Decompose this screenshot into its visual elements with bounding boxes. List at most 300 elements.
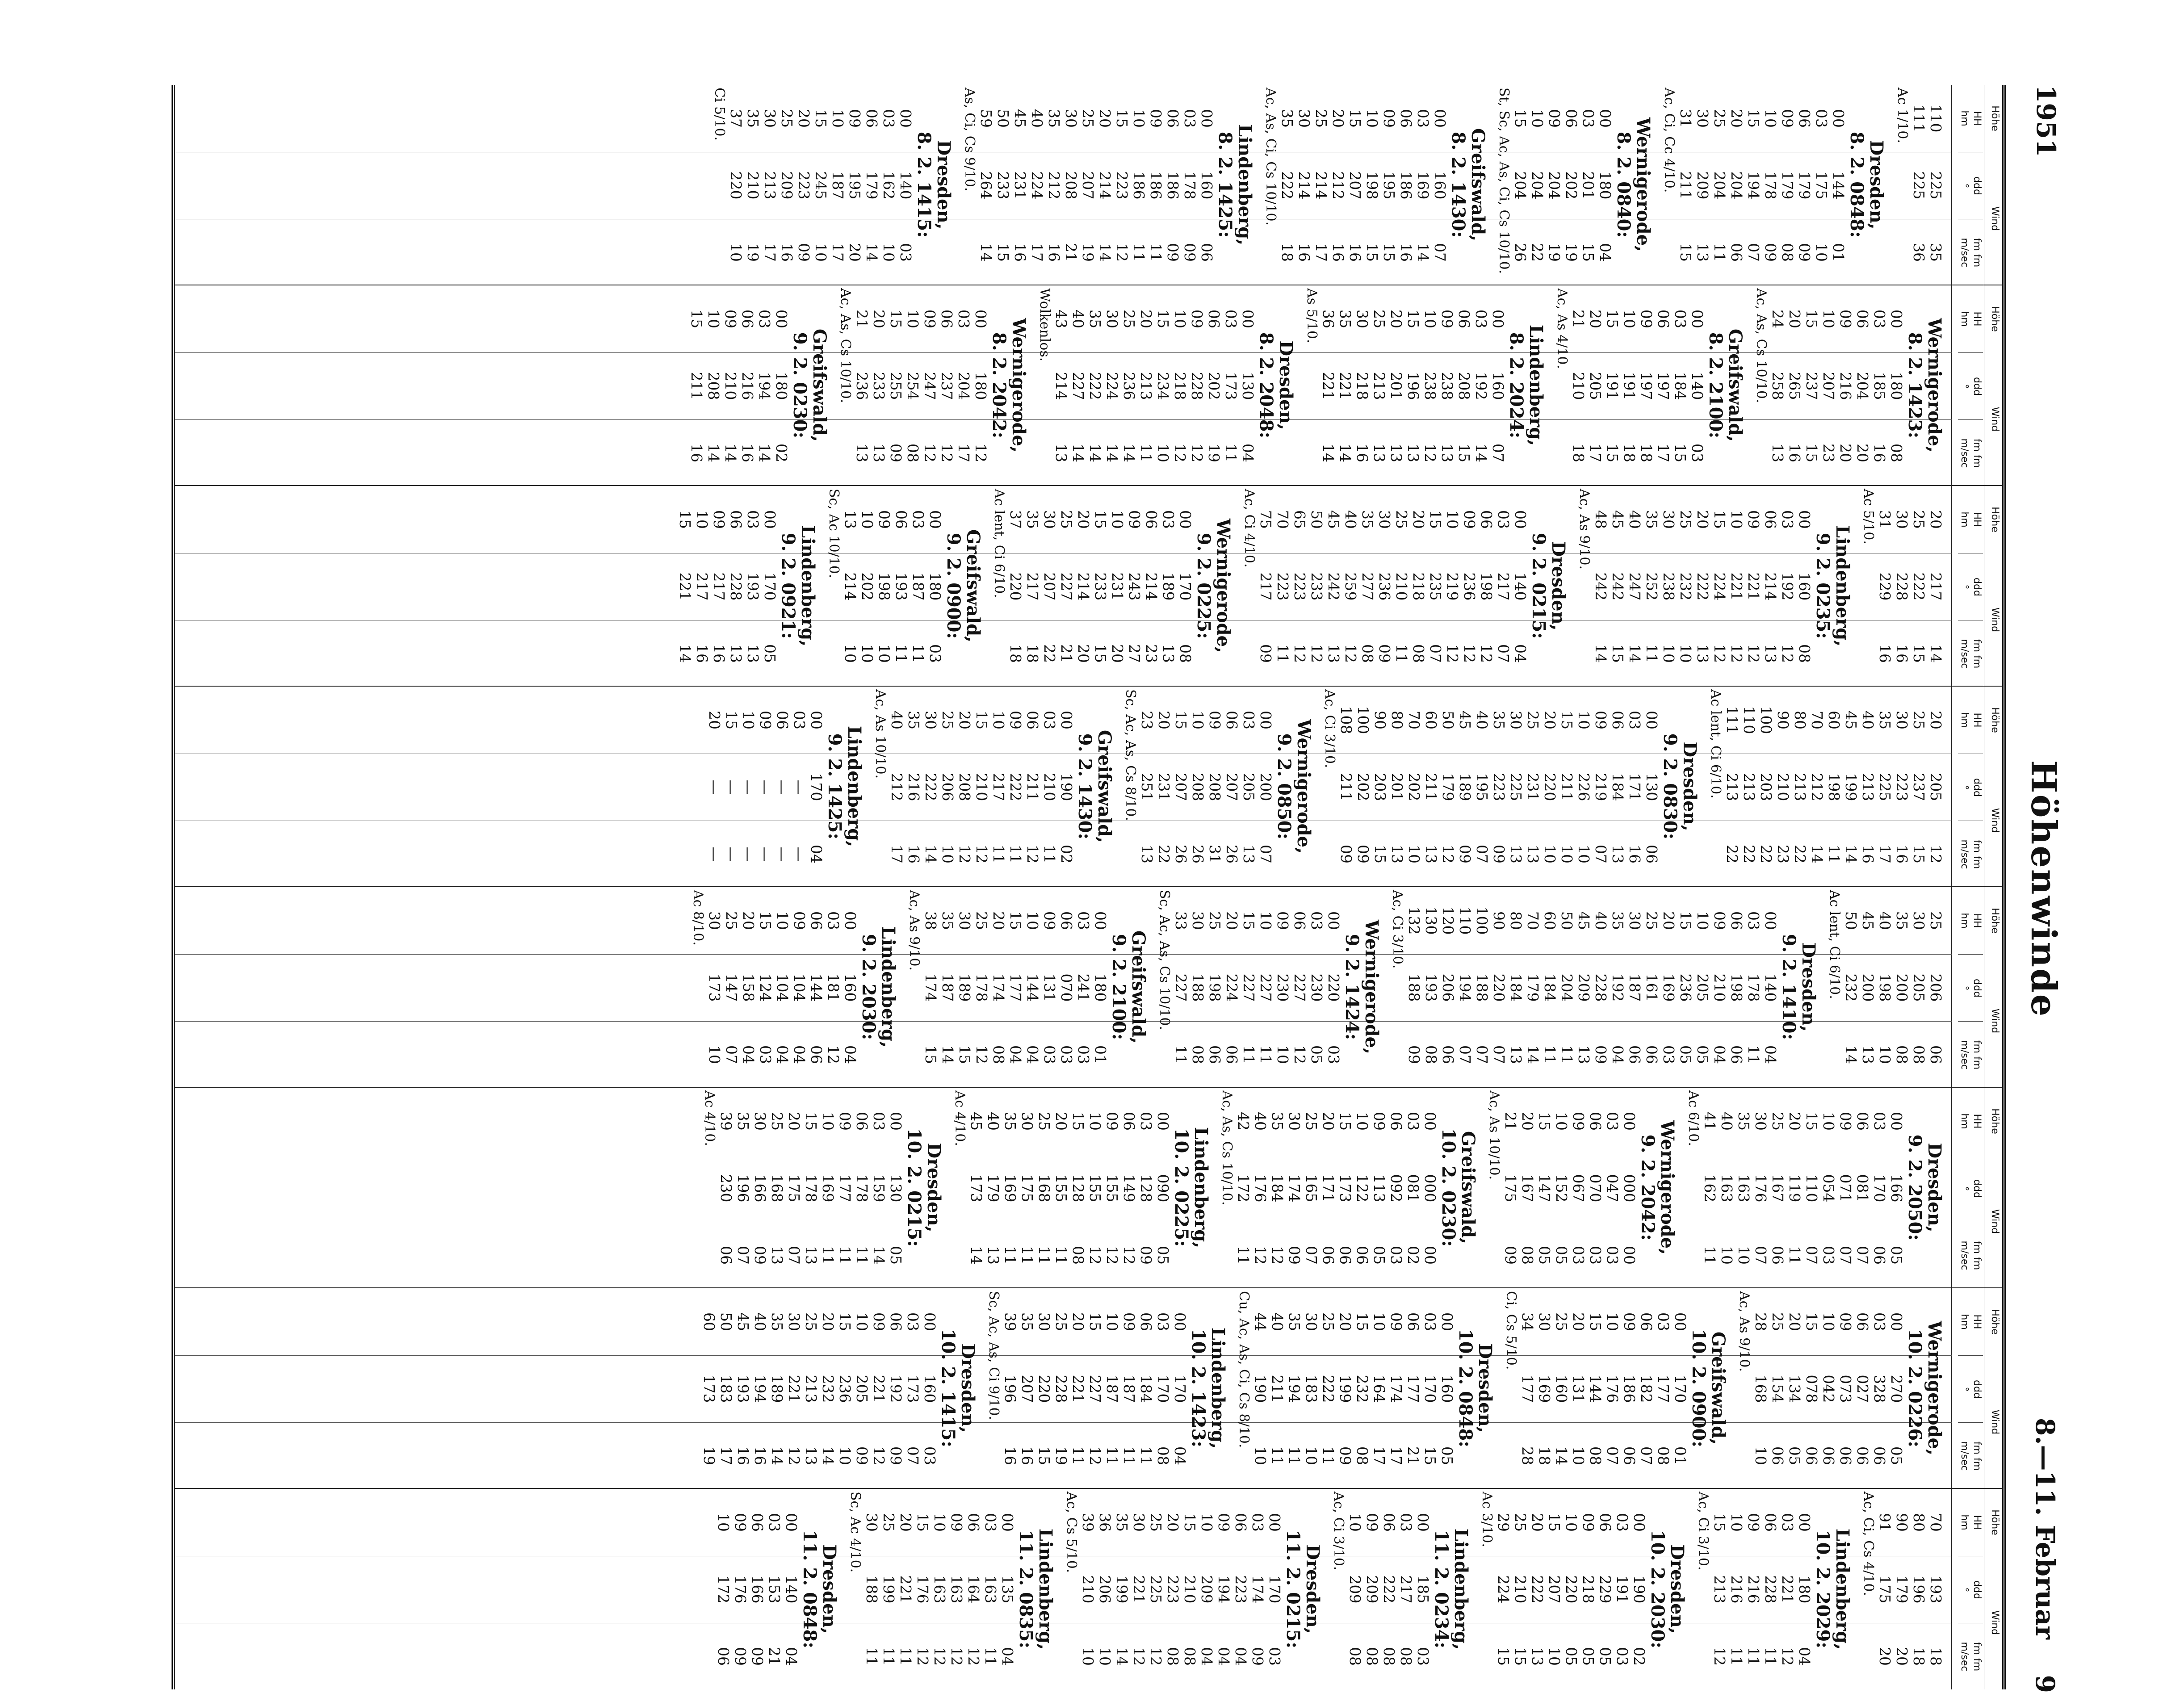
direction-value: 140 [1689, 372, 1706, 400]
header-hoehe: Höhe [1989, 105, 2000, 131]
speed-value: 13 [1769, 444, 1786, 462]
height-value: 06 [1854, 1112, 1871, 1131]
table-row [1198, 85, 1215, 285]
height-value: 06 [1854, 1312, 1871, 1331]
direction-value: 128 [1069, 1174, 1087, 1203]
direction-value: 220 [1541, 773, 1559, 801]
speed-value: 04 [1171, 1446, 1189, 1465]
height-value: 70 [1405, 711, 1423, 729]
table-row [1672, 285, 1689, 485]
table-row [1546, 85, 1563, 285]
ascent-block [1685, 1088, 1944, 1287]
speed-value: 10 [876, 644, 893, 663]
speed-value: 05 [1438, 1446, 1456, 1465]
table-row [893, 486, 910, 686]
direction-value: 161 [1643, 973, 1660, 1002]
height-value: 03 [1240, 711, 1258, 729]
height-value: 00 [1672, 1312, 1689, 1331]
table-row [905, 687, 922, 886]
height-value: 60 [700, 1312, 718, 1331]
header-wind: Wind [1989, 1610, 2000, 1635]
direction-value: 168 [1752, 1375, 1769, 1403]
table-row [853, 285, 870, 485]
height-value: 10 [1728, 510, 1745, 529]
header-hh [1958, 1489, 1983, 1556]
speed-value: 10 [706, 1045, 723, 1064]
direction-value: 217 [990, 773, 1007, 801]
speed-value: 04 [1796, 1647, 1813, 1666]
speed-value: 14 [705, 444, 722, 462]
height-value: 20 [1660, 911, 1677, 930]
height-value: 35 [1490, 711, 1508, 729]
direction-value: 130 [1239, 372, 1257, 400]
station-title: Dresden, 10. 2. 1415: [938, 1328, 978, 1448]
ascent-block [985, 1288, 1228, 1488]
table-row [948, 1489, 965, 1689]
table-row [1137, 1088, 1154, 1287]
height-value: 09 [791, 911, 808, 930]
table-row [1274, 486, 1291, 686]
station-title: Dresden, 9. 2. 1410: [1778, 934, 1819, 1040]
height-value: 15 [1181, 1513, 1199, 1532]
speed-value: 03 [1689, 444, 1706, 462]
document-page [0, 85, 2064, 1693]
height-value: 00 [842, 911, 859, 930]
table-row [1769, 1288, 1786, 1488]
height-value: 10 [829, 109, 847, 128]
direction-value: 160 [1553, 1375, 1570, 1403]
direction-value: — [791, 779, 808, 795]
height-value: 25 [1769, 1312, 1786, 1331]
header-ms-label: m/sec [1959, 1040, 1970, 1070]
direction-value: 251 [1138, 773, 1156, 801]
height-value: 00 [1257, 711, 1274, 729]
header-ms-label: m/sec [1959, 1240, 1970, 1270]
height-value: 00 [1266, 1513, 1283, 1532]
height-value: 25 [1035, 1112, 1053, 1131]
speed-value: 09 [1249, 1647, 1266, 1666]
speed-value: 12 [1421, 444, 1439, 462]
height-value: 80 [1910, 1513, 1928, 1532]
height-value: 31 [1876, 510, 1894, 529]
direction-value: 235 [1427, 572, 1444, 601]
height-value: 15 [1007, 911, 1024, 930]
table-row [880, 85, 897, 285]
speed-value: 14 [1553, 1446, 1570, 1465]
height-value: 09 [1274, 911, 1291, 930]
year-label: 1951 [2031, 85, 2061, 157]
speed-value: 14 [863, 243, 880, 262]
speed-value: 27 [1126, 644, 1143, 663]
table-row [1786, 1088, 1803, 1287]
direction-value: 092 [1388, 1174, 1405, 1203]
table-row [1388, 687, 1405, 886]
direction-value: 221 [1728, 572, 1745, 601]
height-value: 20 [785, 1112, 803, 1131]
height-value: 42 [1235, 1112, 1252, 1131]
direction-value: 180 [926, 572, 944, 601]
direction-value: 200 [1257, 773, 1274, 801]
height-value: 03 [1495, 510, 1512, 529]
direction-value: 178 [1745, 973, 1762, 1002]
speed-value: 10 [859, 644, 876, 663]
direction-value: 175 [1019, 1174, 1036, 1203]
direction-value: 199 [1842, 773, 1860, 801]
speed-value: 03 [1587, 1246, 1604, 1265]
direction-value: 221 [1779, 1575, 1796, 1604]
station-title: Lindenberg, 10. 2. 1423: [1188, 1327, 1228, 1449]
height-value: 03 [756, 310, 773, 328]
table-row [829, 85, 846, 285]
height-value: 00 [1830, 109, 1847, 128]
speed-value: 20 [1109, 644, 1126, 663]
direction-value: 176 [914, 1575, 931, 1604]
height-value: 100 [1473, 906, 1491, 935]
table-row [1137, 285, 1154, 485]
height-value: 40 [1269, 1312, 1286, 1331]
table-row [1096, 85, 1113, 285]
cloud-note: Ac, As 10/10. [1486, 1090, 1502, 1180]
table-row [914, 1489, 931, 1689]
table-row [876, 486, 893, 686]
direction-value: 212 [1808, 773, 1826, 801]
column-body [175, 486, 1944, 686]
height-value: 15 [1404, 310, 1422, 328]
height-value: 25 [1320, 1312, 1337, 1331]
header-ddd [1958, 352, 1983, 420]
direction-value: 222 [1910, 572, 1928, 601]
speed-value: 11 [1701, 1246, 1719, 1265]
speed-value: 14 [1808, 845, 1826, 863]
height-value: 09 [1711, 911, 1728, 930]
height-value: 50 [1842, 911, 1860, 930]
speed-value: 22 [1791, 845, 1809, 863]
height-value: 60 [1422, 711, 1440, 729]
direction-value: 172 [1235, 1174, 1252, 1203]
table-row [836, 1088, 853, 1287]
table-row [1546, 1489, 1563, 1689]
height-value: 15 [1558, 711, 1576, 729]
direction-value: 169 [1002, 1174, 1019, 1203]
direction-value: 236 [1120, 372, 1138, 400]
height-value: 00 [773, 310, 790, 328]
height-value: 00 [761, 510, 779, 529]
ascent-block [1304, 285, 1546, 485]
height-value: 03 [1154, 1312, 1172, 1331]
height-value: 06 [1762, 510, 1779, 529]
height-value: 130 [1422, 906, 1440, 935]
direction-value: 227 [1172, 973, 1190, 1002]
header-wind: Wind [1989, 1008, 2000, 1034]
table-row [1910, 486, 1927, 686]
table-row [870, 1288, 887, 1488]
speed-value: 04 [1762, 1045, 1779, 1064]
speed-value: 13 [1529, 1647, 1546, 1666]
height-value: 40 [1342, 510, 1359, 529]
speed-value: 16 [1626, 845, 1643, 863]
height-value: 15 [1711, 1513, 1728, 1532]
table-row [1643, 887, 1660, 1087]
height-value: 59 [977, 109, 995, 128]
speed-value: 11 [863, 1647, 880, 1666]
direction-value: 207 [1820, 372, 1837, 400]
table-row [1189, 687, 1206, 886]
station-title: Dresden, 10. 2. 0848: [1455, 1328, 1496, 1448]
speed-value: 08 [1069, 1246, 1087, 1265]
direction-value: 228 [1893, 572, 1911, 601]
height-value: 10 [693, 510, 711, 529]
table-row [1854, 1088, 1871, 1287]
direction-value: 192 [887, 1375, 905, 1403]
speed-value: 12 [1269, 1246, 1286, 1265]
speed-value: 14 [1069, 444, 1087, 462]
direction-value: 194 [1745, 171, 1762, 200]
height-value: 03 [1249, 1513, 1266, 1532]
station-title: Dresden, 10. 2. 2030: [1647, 1530, 1688, 1649]
table-row [1888, 285, 1905, 485]
table-row [1842, 887, 1859, 1087]
height-value: 09 [1546, 109, 1563, 128]
speed-value: 04 [1609, 1045, 1626, 1064]
height-value: 25 [973, 911, 990, 930]
cloud-note: Ac, Ci 3/10. [1390, 890, 1405, 969]
speed-value: 03 [1058, 1045, 1075, 1064]
direction-value: 205 [1587, 372, 1604, 400]
header-deg-label: ° [1959, 1587, 1970, 1592]
table-row [897, 1489, 914, 1689]
height-value: 21 [1570, 310, 1587, 328]
table-row [1404, 1288, 1421, 1488]
table-row [1354, 687, 1371, 886]
direction-value: 202 [1405, 773, 1423, 801]
height-value: 06 [1388, 1112, 1405, 1131]
speed-value: 13 [1694, 243, 1711, 262]
speed-value: 14 [1626, 644, 1643, 663]
height-value: 10 [1762, 109, 1779, 128]
speed-value: 19 [1563, 243, 1580, 262]
height-value: 35 [1269, 1112, 1286, 1131]
height-value: 09 [846, 109, 864, 128]
table-row [1604, 285, 1621, 485]
station-title: Dresden, 10. 2. 0215: [904, 1128, 944, 1247]
header-wind: Wind [1989, 1209, 2000, 1234]
speed-value: 14 [676, 644, 694, 663]
direction-value: 198 [1825, 773, 1843, 801]
header-hoehe: Höhe [1989, 507, 2000, 532]
direction-value: 233 [994, 171, 1012, 200]
speed-value: 13 [853, 444, 871, 462]
height-value: 80 [1388, 711, 1406, 729]
direction-value: 193 [893, 572, 910, 601]
table-row [1529, 85, 1546, 285]
table-row [1103, 285, 1120, 485]
station-title: Lindenberg, 11. 2. 0234: [1431, 1528, 1471, 1650]
height-value: 03 [1075, 911, 1092, 930]
height-value: 03 [1604, 1112, 1621, 1131]
height-value: 15 [1803, 1112, 1820, 1131]
table-row [1871, 1088, 1888, 1287]
height-value: 15 [1172, 711, 1190, 729]
speed-value: 04 [740, 1045, 757, 1064]
direction-value: 208 [1206, 773, 1224, 801]
height-value: 20 [870, 310, 888, 328]
direction-value: 177 [1404, 1375, 1422, 1403]
speed-value: 23 [1820, 444, 1837, 462]
table-row [1342, 486, 1359, 686]
direction-value: 221 [870, 1375, 888, 1403]
table-row [751, 1288, 768, 1488]
header-units [1953, 687, 1984, 886]
direction-value: 131 [1570, 1375, 1587, 1403]
height-value: 06 [1058, 911, 1075, 930]
table-row [1041, 687, 1058, 886]
height-value: 06 [1404, 1312, 1422, 1331]
height-value: 30 [1893, 711, 1911, 729]
height-value: 20 [1155, 711, 1173, 729]
height-value: 06 [1563, 109, 1580, 128]
speed-value: 06 [1820, 1446, 1837, 1465]
height-value: 15 [688, 310, 705, 328]
speed-value: 06 [1927, 1045, 1945, 1064]
direction-value: 185 [1871, 372, 1888, 400]
direction-value: 194 [751, 1375, 769, 1403]
direction-value: 177 [836, 1174, 854, 1203]
height-value: 13 [842, 510, 859, 529]
height-value: 03 [1813, 109, 1830, 128]
table-row [965, 1489, 982, 1689]
speed-value: 05 [1154, 1246, 1172, 1265]
table-row [723, 687, 740, 886]
speed-value: 04 [1512, 644, 1529, 663]
direction-value: 242 [1592, 572, 1610, 601]
ascent-block [1554, 285, 1745, 485]
direction-value: 198 [1876, 973, 1894, 1002]
table-row [1164, 85, 1181, 285]
height-value: 35 [1286, 1312, 1303, 1331]
table-row [1235, 1088, 1252, 1287]
height-value: 25 [1512, 1513, 1529, 1532]
height-value: 70 [1927, 1513, 1945, 1532]
direction-value: 173 [706, 973, 723, 1002]
table-row [1002, 1088, 1019, 1287]
table-row [1876, 887, 1893, 1087]
table-row [756, 285, 773, 485]
table-row [819, 1088, 836, 1287]
height-value: 25 [1553, 1312, 1570, 1331]
speed-value: 11 [880, 1647, 897, 1666]
speed-value: 14 [1096, 243, 1114, 262]
height-value: 30 [1752, 1112, 1769, 1131]
table-row [1694, 85, 1711, 285]
height-value: 35 [1735, 1112, 1752, 1131]
direction-value: 223 [1113, 171, 1131, 200]
table-row [1762, 85, 1779, 285]
direction-value: 232 [1677, 572, 1694, 601]
header-hoehe: Höhe [1989, 306, 2000, 332]
speed-value: 09 [1257, 644, 1274, 663]
ascent-block [837, 285, 1028, 485]
height-value: 10 [1820, 1312, 1837, 1331]
table-row [1075, 486, 1092, 686]
table-row [1672, 1288, 1689, 1488]
direction-value: 198 [1206, 973, 1224, 1002]
speed-value: 18 [1910, 1647, 1928, 1666]
direction-value: 228 [1188, 372, 1206, 400]
direction-value: 213 [1859, 773, 1877, 801]
table-row [1422, 687, 1439, 886]
speed-value: 10 [1813, 243, 1830, 262]
speed-value: 21 [1062, 243, 1080, 262]
direction-value: 227 [1240, 973, 1258, 1002]
direction-value: 178 [802, 1174, 820, 1203]
direction-value: 214 [1295, 171, 1313, 200]
height-value: 25 [1711, 109, 1728, 128]
header-wind: Wind [1989, 1409, 2000, 1435]
ascent-block [701, 1088, 943, 1287]
table-row [1388, 1088, 1404, 1287]
speed-value: 16 [1876, 644, 1894, 663]
ascent-block [1262, 85, 1488, 285]
height-value: 20 [1728, 109, 1745, 128]
table-row [1803, 1288, 1820, 1488]
cloud-note: Ac, As 4/10. [1554, 288, 1570, 369]
direction-value: 220 [1035, 1375, 1053, 1403]
height-value: 09 [1363, 1513, 1381, 1532]
table-row [1677, 486, 1694, 686]
direction-value: 188 [1405, 973, 1423, 1002]
direction-value: 184 [1609, 773, 1626, 801]
height-value: 09 [722, 310, 739, 328]
direction-value: 110 [1803, 1174, 1820, 1203]
height-value: 00 [1198, 109, 1216, 128]
direction-value: 168 [768, 1174, 786, 1203]
direction-value: 206 [1927, 973, 1945, 1002]
table-row [1325, 887, 1342, 1087]
ascent-block [1241, 486, 1568, 686]
height-value: 06 [1380, 1513, 1398, 1532]
speed-value: 18 [1570, 444, 1587, 462]
speed-value: 14 [870, 1246, 888, 1265]
direction-value: 236 [853, 372, 871, 400]
direction-value: 186 [1147, 171, 1165, 200]
direction-value: 159 [870, 1174, 888, 1203]
direction-value: 204 [1529, 171, 1546, 200]
table-row [887, 1288, 904, 1488]
height-value: 35 [1609, 911, 1626, 930]
table-row [846, 85, 863, 285]
table-row [1380, 85, 1397, 285]
height-value: 10 [1820, 310, 1837, 328]
direction-value: 197 [1638, 372, 1655, 400]
speed-value: 14 [756, 444, 773, 462]
direction-value: 160 [1431, 171, 1449, 200]
speed-value: 12 [1728, 644, 1745, 663]
table-row [999, 1489, 1016, 1689]
cloud-note: Ac lent, Ci 6/10. [1708, 689, 1723, 799]
station-title: Greifswald, 10. 2. 0900: [1688, 1328, 1729, 1448]
table-row [1893, 486, 1910, 686]
speed-value: 12 [1113, 243, 1131, 262]
direction-value: 190 [1631, 1575, 1648, 1604]
direction-value: 070 [1587, 1174, 1604, 1203]
direction-value: 169 [1536, 1375, 1553, 1403]
speed-value: 06 [1871, 1446, 1888, 1465]
cloud-note: Sc, Ac, As, Cs 8/10. [1123, 689, 1138, 821]
direction-value: 245 [812, 171, 830, 200]
header-wind: Wind [1989, 607, 2000, 633]
ascent-block [1036, 285, 1295, 485]
speed-value: 15 [956, 1045, 973, 1064]
